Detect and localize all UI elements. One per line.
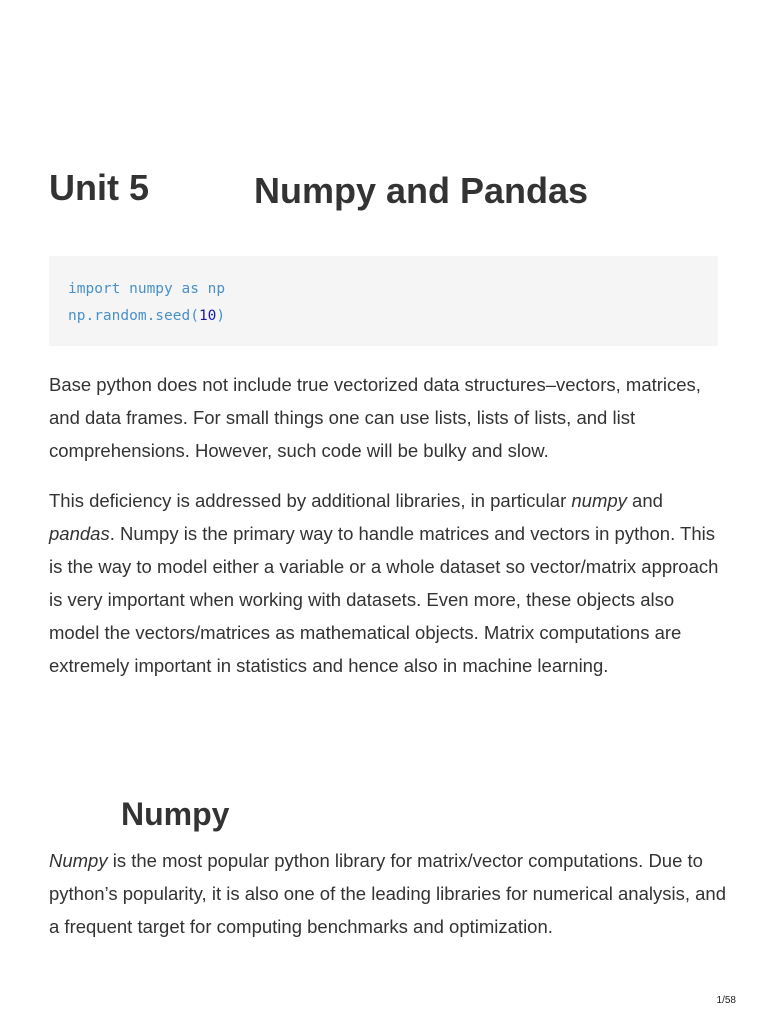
paragraph-libraries [49,484,729,682]
code-seed-call: np.random.seed( [68,308,199,324]
paragraph-intro: Base python does not include true vectorized data structures–vectors, matrices, and data frames. For small things one can use lists, lists of lists, and list comprehensions. However, such code will be bulky and slow. [49,374,701,461]
pandas-emphasis: pandas [49,523,110,544]
code-line-seed [68,303,718,330]
unit-title-row [49,166,719,226]
numpy-emphasis-2: Numpy [49,850,108,871]
code-block [49,256,718,346]
code-line-import: import numpy as np [68,281,226,297]
code-seed-number: 10 [198,308,217,324]
paragraph-numpy [49,844,729,943]
paragraph-numpy-text: is the most popular python library for matrix/vector computations. Due to python’s popularity, it is also one of the leading libraries for numerical analysis, and a frequent target for computing benchmarks and optimization. [49,850,726,937]
code-seed-close: ) [216,308,226,324]
paragraph-libraries-text-1: This deficiency is addressed by additional libraries, in particular [49,490,572,511]
numpy-emphasis: numpy [571,490,627,511]
page-number: 1/58 [716,995,736,1006]
page-title: Numpy and Pandas [254,170,589,211]
paragraph-libraries-text-2: and [626,490,663,511]
paragraph-libraries-text-3: . Numpy is the primary way to handle matrices and vectors in python. This is the way to model either a variable or a whole dataset so vector/matrix approach is very important when working with datasets. Even more, these objects also model the vectors/matrices as mathematical objects. Matrix computations are extremely important in statistics and hence also in machine learning. [49,523,719,676]
section-heading-numpy: Numpy [121,795,230,832]
unit-label: Unit 5 [49,167,150,208]
